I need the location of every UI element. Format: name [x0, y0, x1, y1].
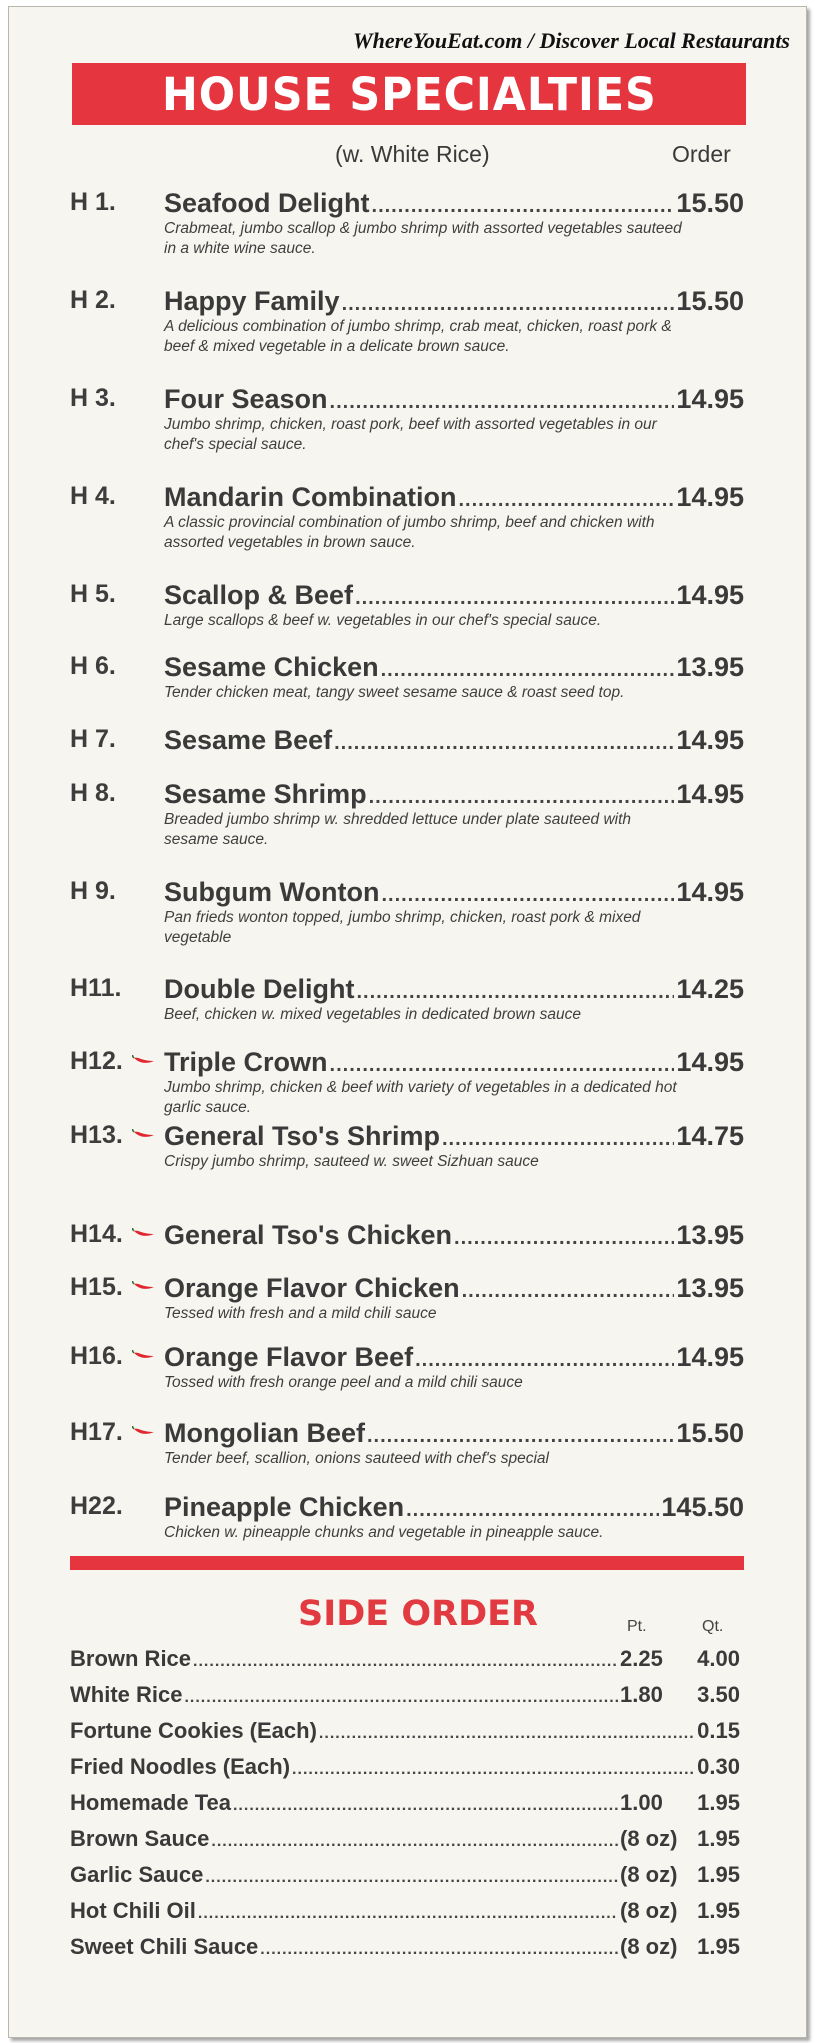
side-item-pint-price: 1.00	[620, 1790, 663, 1815]
hot-pepper-icon	[132, 1426, 156, 1437]
subheader-rice-note: (w. White Rice)	[335, 141, 490, 167]
dot-leader	[193, 1653, 618, 1671]
item-description: Crabmeat, jumbo scallop & jumbo shrimp with assorted vegetables sauteed in a white wine sauce.	[164, 220, 682, 257]
item-description: Pan frieds wonton topped, jumbo shrimp, chicken, roast pork & mixed vegetable	[164, 909, 641, 946]
item-line	[164, 877, 744, 908]
side-order-row	[70, 1718, 740, 1748]
hot-pepper-icon	[132, 1281, 156, 1292]
item-line	[164, 652, 744, 683]
item-line	[164, 1342, 744, 1373]
item-code: H 1.	[70, 188, 116, 216]
side-order-row	[70, 1754, 740, 1784]
dot-leader	[205, 1869, 618, 1887]
item-price: 145.50	[661, 1492, 744, 1522]
dot-leader	[442, 1128, 674, 1151]
hot-pepper-icon	[132, 1350, 156, 1361]
item-code: H 5.	[70, 580, 116, 608]
item-line	[164, 580, 744, 611]
item-description: Breaded jumbo shrimp w. shredded lettuce under plate sauteed with sesame sauce.	[164, 811, 632, 848]
side-item-name: White Rice	[70, 1682, 183, 1707]
item-code: H11.	[70, 974, 122, 1002]
dot-leader	[319, 1725, 694, 1743]
dot-leader	[211, 1833, 618, 1851]
item-description: Chicken w. pineapple chunks and vegetable in pineapple sauce.	[164, 1524, 604, 1541]
item-code: H 8.	[70, 779, 116, 807]
item-name: General Tso's Shrimp	[164, 1121, 440, 1151]
item-line	[164, 779, 744, 810]
dot-leader	[367, 1425, 674, 1448]
side-order-row	[70, 1934, 740, 1964]
item-name: Subgum Wonton	[164, 877, 380, 907]
item-price: 14.95	[676, 580, 744, 610]
item-name: Sesame Beef	[164, 725, 333, 755]
side-item-quart-price: 4.00	[697, 1646, 740, 1671]
section-divider	[70, 1556, 744, 1570]
item-code: H 2.	[70, 286, 116, 314]
item-description: Jumbo shrimp, chicken, roast pork, beef with assorted vegetables in our chef's special sauce.	[164, 416, 657, 453]
side-item-pint-price: 2.25	[620, 1646, 663, 1671]
item-code: H 3.	[70, 384, 116, 412]
item-line	[164, 1220, 744, 1251]
hot-pepper-icon	[132, 1055, 156, 1066]
side-item-quart-price: 1.95	[697, 1898, 740, 1923]
side-item-quart-price: 1.95	[697, 1934, 740, 1959]
side-item-pint-price: 1.80	[620, 1682, 663, 1707]
item-name: Mongolian Beef	[164, 1418, 365, 1448]
hot-pepper-icon	[132, 1228, 156, 1239]
item-code: H 7.	[70, 725, 116, 753]
dot-leader	[334, 732, 674, 755]
item-line	[164, 286, 744, 317]
item-description: A delicious combination of jumbo shrimp, crab meat, chicken, roast pork & beef & mixed vegetable in a delicate brown sauce.	[164, 318, 672, 355]
item-line	[164, 1047, 744, 1078]
side-item-name: Sweet Chili Sauce	[70, 1934, 259, 1959]
item-price: 13.95	[676, 652, 744, 682]
item-code: H 6.	[70, 652, 116, 680]
house-specialties-banner	[72, 63, 746, 125]
item-price: 14.95	[676, 482, 744, 512]
item-line	[164, 1273, 744, 1304]
item-name: General Tso's Chicken	[164, 1220, 453, 1250]
item-description: Tossed with fresh orange peel and a mild chili sauce	[164, 1374, 523, 1391]
hot-pepper-icon	[132, 1129, 156, 1140]
dot-leader	[454, 1227, 674, 1250]
side-item-quart-price: 3.50	[697, 1682, 740, 1707]
dot-leader	[198, 1905, 618, 1923]
side-order-row	[70, 1898, 740, 1928]
item-description: Crispy jumbo shrimp, sauteed w. sweet Sizhuan sauce	[164, 1153, 539, 1170]
item-name: Triple Crown	[164, 1047, 328, 1077]
side-order-row	[70, 1646, 740, 1676]
item-code: H16.	[70, 1342, 123, 1370]
dot-leader	[372, 195, 675, 218]
item-price: 13.95	[676, 1220, 744, 1250]
side-item-pint-price: (8 oz)	[620, 1826, 678, 1851]
side-item-name: Garlic Sauce	[70, 1862, 204, 1887]
item-name: Pineapple Chicken	[164, 1492, 405, 1522]
item-name: Happy Family	[164, 286, 340, 316]
banner-title: HOUSE SPECIALTIES	[161, 67, 657, 121]
item-description: Beef, chicken w. mixed vegetables in dedicated brown sauce	[164, 1006, 582, 1023]
side-item-quart-price: 1.95	[697, 1862, 740, 1887]
side-order-row	[70, 1826, 740, 1856]
item-name: Orange Flavor Beef	[164, 1342, 414, 1372]
item-name: Sesame Chicken	[164, 652, 379, 682]
side-order-row	[70, 1682, 740, 1712]
item-name: Double Delight	[164, 974, 355, 1004]
item-description: Large scallops & beef w. vegetables in our chef's special sauce.	[164, 612, 602, 629]
column-pt-label: Pt.	[627, 1618, 647, 1635]
item-description: Tender beef, scallion, onions sauteed with chef's special	[164, 1450, 549, 1467]
item-description: Tessed with fresh and a mild chili sauce	[164, 1305, 437, 1322]
item-price: 13.95	[676, 1273, 744, 1303]
item-code: H22.	[70, 1492, 123, 1520]
dot-leader	[462, 1280, 675, 1303]
side-item-quart-price: 1.95	[697, 1790, 740, 1815]
side-item-quart-price: 0.15	[697, 1718, 740, 1743]
dot-leader	[233, 1797, 618, 1815]
dot-leader	[381, 884, 674, 907]
item-code: H 4.	[70, 482, 116, 510]
side-item-pint-price: (8 oz)	[620, 1862, 678, 1887]
side-order-title: SIDE ORDER	[298, 1594, 538, 1634]
dot-leader	[292, 1761, 694, 1779]
item-price: 14.75	[676, 1121, 744, 1151]
side-item-pint-price: (8 oz)	[620, 1898, 678, 1923]
item-price: 15.50	[676, 1418, 744, 1448]
dot-leader	[330, 1054, 675, 1077]
item-price: 14.95	[676, 779, 744, 809]
item-code: H17.	[70, 1418, 123, 1446]
side-item-name: Fortune Cookies (Each)	[70, 1718, 317, 1743]
item-price: 14.95	[676, 384, 744, 414]
dot-leader	[459, 489, 675, 512]
column-qt-label: Qt.	[702, 1618, 724, 1635]
dot-leader	[357, 981, 675, 1004]
dot-leader	[342, 293, 675, 316]
side-item-quart-price: 1.95	[697, 1826, 740, 1851]
item-description: Jumbo shrimp, chicken & beef with variety of vegetables in a dedicated hot garlic sauce.	[164, 1079, 677, 1116]
side-item-name: Fried Noodles (Each)	[70, 1754, 291, 1779]
item-line	[164, 1492, 744, 1523]
item-code: H15.	[70, 1273, 123, 1301]
side-item-name: Homemade Tea	[70, 1790, 231, 1815]
item-code: H13.	[70, 1121, 123, 1149]
dot-leader	[415, 1349, 674, 1372]
item-code: H 9.	[70, 877, 116, 905]
item-name: Four Season	[164, 384, 328, 414]
side-item-pint-price: (8 oz)	[620, 1934, 678, 1959]
item-line	[164, 482, 744, 513]
item-name: Orange Flavor Chicken	[164, 1273, 460, 1303]
dot-leader	[330, 391, 675, 414]
item-code: H12.	[70, 1047, 123, 1075]
dot-leader	[369, 786, 675, 809]
side-item-name: Brown Rice	[70, 1646, 192, 1671]
item-name: Mandarin Combination	[164, 482, 457, 512]
item-description: Tender chicken meat, tangy sweet sesame sauce & roast seed top.	[164, 684, 625, 701]
side-item-name: Hot Chili Oil	[70, 1898, 196, 1923]
dot-leader	[381, 659, 675, 682]
site-caption: WhereYouEat.com / Discover Local Restaurants	[353, 28, 790, 53]
item-description: A classic provincial combination of jumbo shrimp, beef and chicken with assorted vegetables in brown sauce.	[164, 514, 655, 551]
side-order-row	[70, 1790, 740, 1820]
item-line	[164, 1418, 744, 1449]
dot-leader	[184, 1689, 618, 1707]
side-item-quart-price: 0.30	[697, 1754, 740, 1779]
item-name: Seafood Delight	[164, 188, 370, 218]
item-name: Sesame Shrimp	[164, 779, 367, 809]
item-price: 15.50	[676, 286, 744, 316]
item-price: 14.95	[676, 725, 744, 755]
item-line	[164, 1121, 744, 1152]
dot-leader	[355, 587, 674, 610]
item-code: H14.	[70, 1220, 123, 1248]
item-line	[164, 725, 744, 756]
item-price: 14.95	[676, 1342, 744, 1372]
item-name: Scallop & Beef	[164, 580, 354, 610]
item-price: 14.95	[676, 877, 744, 907]
subheader-order-label: Order	[672, 141, 731, 167]
dot-leader	[260, 1941, 618, 1959]
item-line	[164, 384, 744, 415]
item-price: 14.95	[676, 1047, 744, 1077]
item-line	[164, 974, 744, 1005]
dot-leader	[406, 1499, 659, 1522]
item-price: 15.50	[676, 188, 744, 218]
item-price: 14.25	[676, 974, 744, 1004]
side-item-name: Brown Sauce	[70, 1826, 210, 1851]
item-line	[164, 188, 744, 219]
side-order-row	[70, 1862, 740, 1892]
